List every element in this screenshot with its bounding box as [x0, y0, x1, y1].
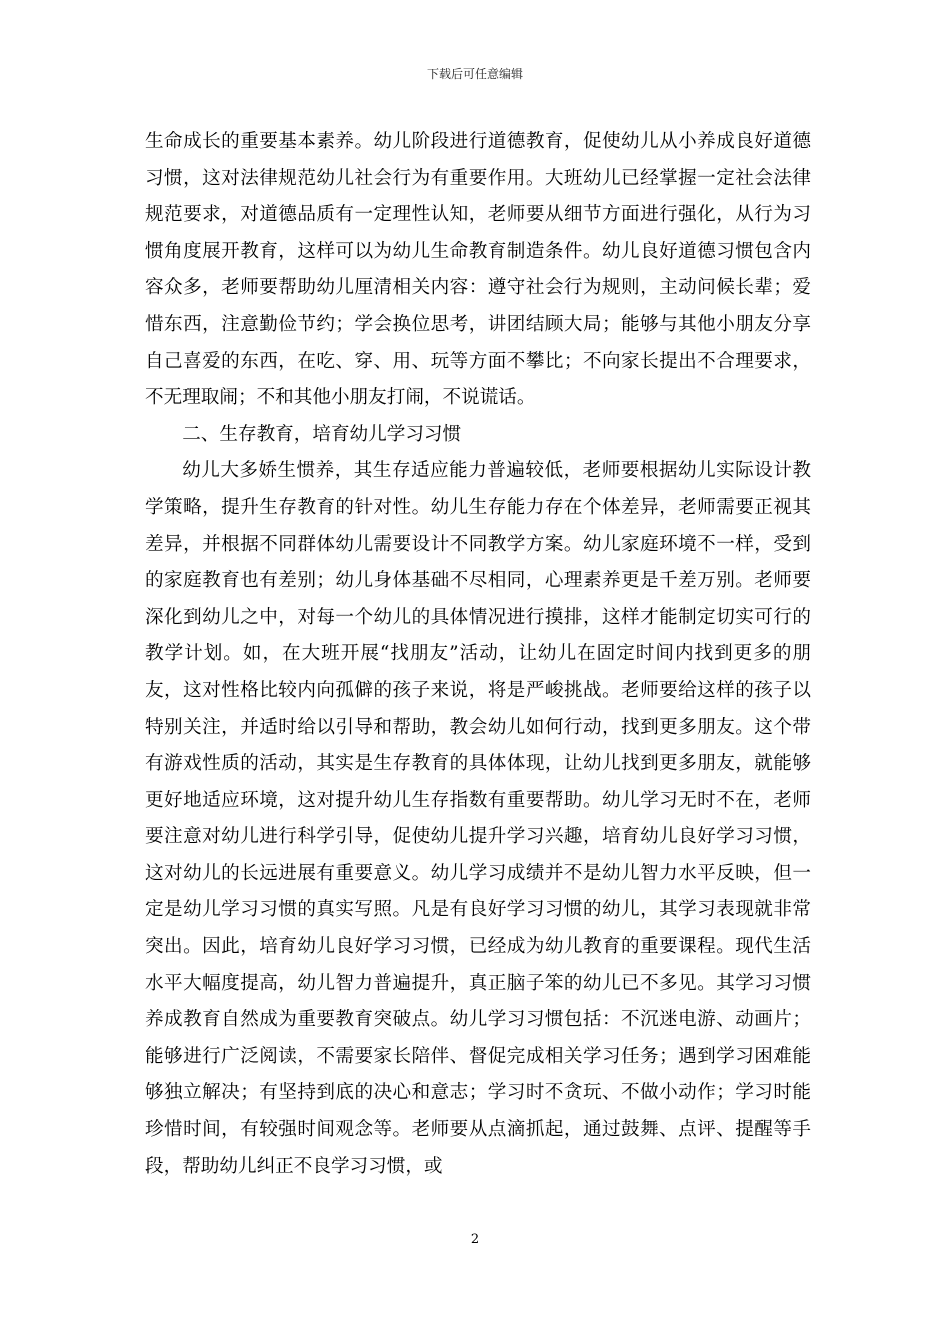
- page-number: 2: [470, 1232, 480, 1247]
- page-header: 下载后可任意编辑: [426, 67, 523, 81]
- body-text: [145, 124, 811, 1185]
- section-heading: 二、生存教育，培育幼儿学习习惯: [182, 423, 462, 445]
- paragraph: 幼儿大多娇生惯养，其生存适应能力普遍较低，老师要根据幼儿实际设计教学策略，提升生存教育的针对性。幼儿生存能力存在个体差异，老师需要正视其差异，并根据不同群体幼儿需要设计不同教学方案。幼儿家庭环境不一样，受到的家庭教育也有差别；幼儿身体基础不尽相同，心理素养更是千差万别。老师要深化到幼儿之中，对每一个幼儿的具体情况进行摸排，这样才能制定切实可行的教学计划。如，在大班开展“找朋友”活动，让幼儿在固定时间内找到更多的朋友，这对性格比较内向孤僻的孩子来说，将是严峻挑战。老师要给这样的孩子以特别关注，并适时给以引导和帮助，教会幼儿如何行动，找到更多朋友。这个带有游戏性质的活动，其实是生存教育的具体体现，让幼儿找到更多朋友，就能够更好地适应环境，这对提升幼儿生存指数有重要帮助。幼儿学习无时不在，老师要注意对幼儿进行科学引导，促使幼儿提升学习兴趣，培育幼儿良好学习习惯，这对幼儿的长远进展有重要意义。幼儿学习成绩并不是幼儿智力水平反映，但一定是幼儿学习习惯的真实写照。凡是有良好学习习惯的幼儿，其学习表现就非常突出。因此，培育幼儿良好学习习惯，已经成为幼儿教育的重要课程。现代生活水平大幅度提高，幼儿智力普遍提升，真正脑子笨的幼儿已不多见。其学习习惯养成教育自然成为重要教育突破点。幼儿学习习惯包括：不沉迷电游、动画片；能够进行广泛阅读，不需要家长陪伴、督促完成相关学习任务；遇到学习困难能够独立解决；有坚持到底的决心和意志；学习时不贪玩、不做小动作；学习时能珍惜时间，有较强时间观念等。老师要从点滴抓起，通过鼓舞、点评、提醒等手段，帮助幼儿纠正不良学习习惯，或: [145, 460, 811, 1177]
- paragraph-continuation: 生命成长的重要基本素养。幼儿阶段进行道德教育，促使幼儿从小养成良好道德习惯，这对法律规范幼儿社会行为有重要作用。大班幼儿已经掌握一定社会法律规范要求，对道德品质有一定理性认知，老师要从细节方面进行强化，从行为习惯角度展开教育，这样可以为幼儿生命教育制造条件。幼儿良好道德习惯包含内容众多，老师要帮助幼儿厘清相关内容：遵守社会行为规则，主动问候长辈；爱惜东西，注意勤俭节约；学会换位思考，讲团结顾大局；能够与其他小朋友分享自己喜爱的东西，在吃、穿、用、玩等方面不攀比；不向家长提出不合理要求，不无理取闹；不和其他小朋友打闹，不说谎话。: [145, 131, 811, 409]
